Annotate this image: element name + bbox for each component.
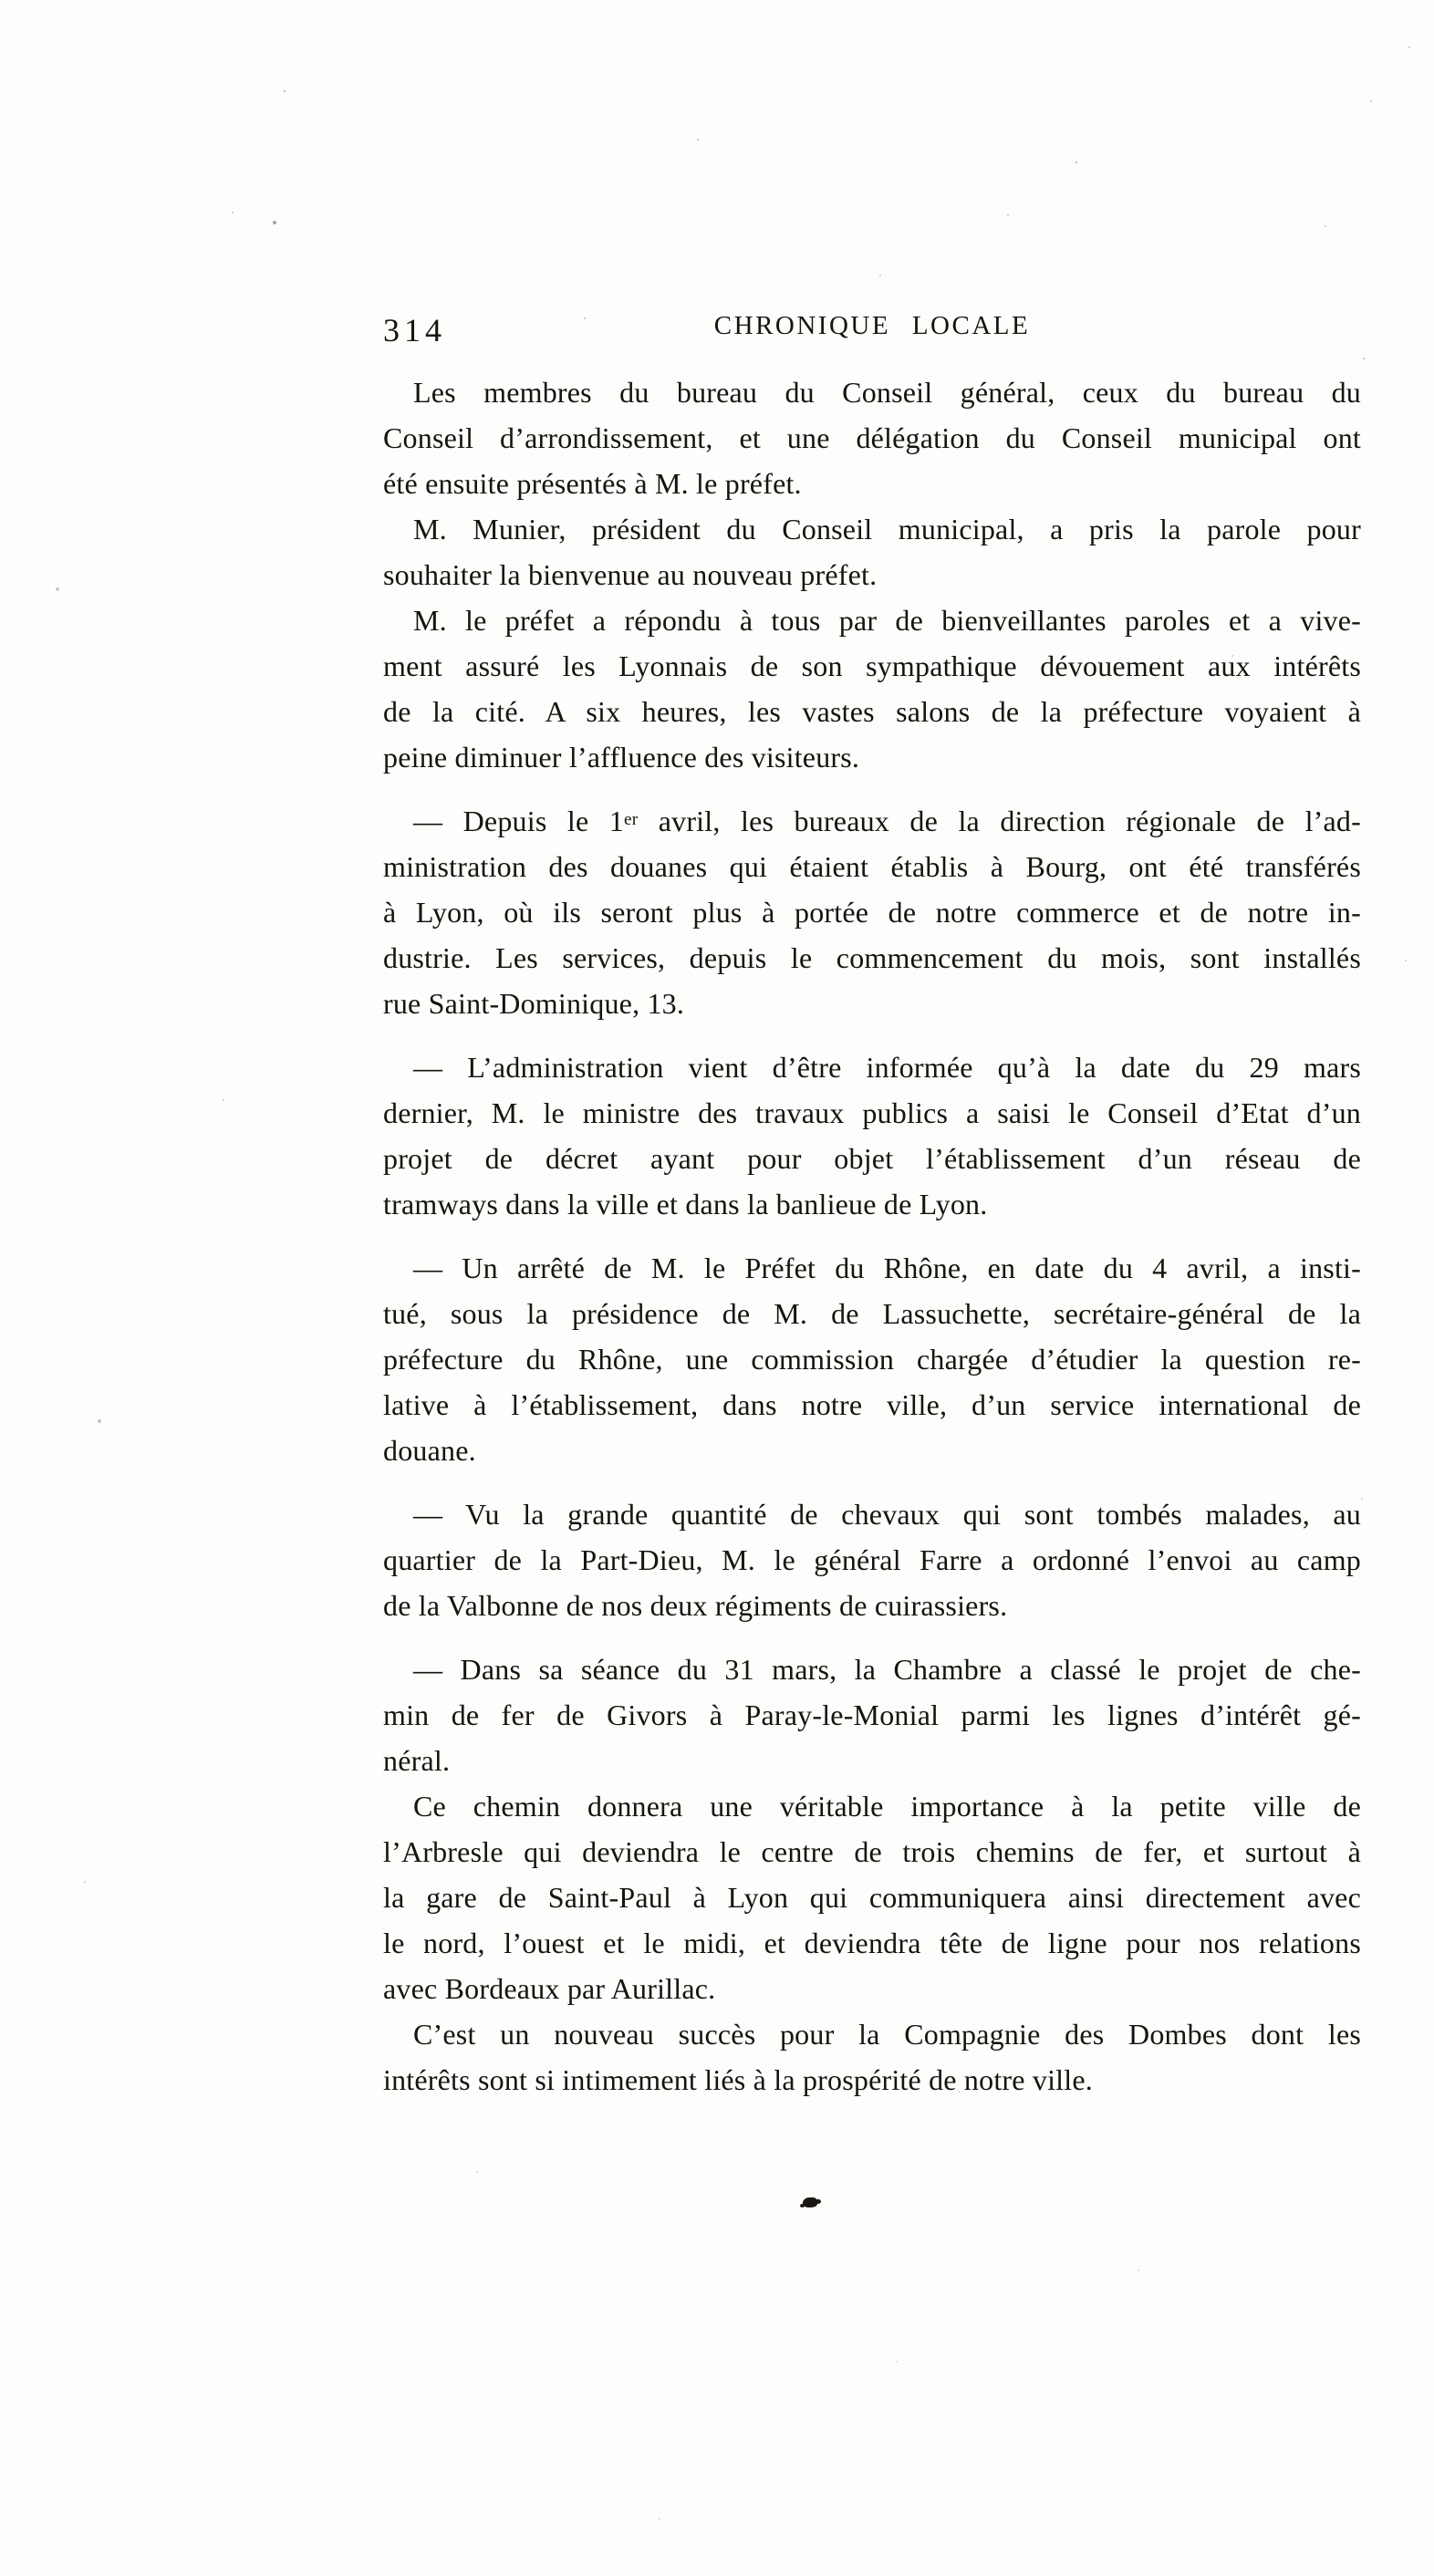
text-line: Conseil d’arrondissement, et une délégation du Conseil municipal ont [383, 421, 1361, 454]
page-header [383, 310, 1361, 360]
superscript-text: er [624, 810, 639, 829]
text-line: Ce chemin donnera une véritable importance à la petite ville de [413, 1790, 1361, 1823]
paragraph [383, 1783, 1361, 2011]
text-line: — Vu la grande quantité de chevaux qui sont tombés malades, au [413, 1498, 1361, 1531]
text-line: été ensuite présentés à M. le préfet. [383, 467, 802, 500]
text-line: peine diminuer l’affluence des visiteurs. [383, 741, 860, 774]
text-line: néral. [383, 1744, 451, 1777]
text-line: dustrie. Les services, depuis le commencement du mois, sont installés [383, 941, 1361, 974]
text-line: quartier de la Part-Dieu, M. le général Farre a ordonné l’envoi au camp [383, 1543, 1361, 1576]
text-block [383, 369, 1361, 2103]
text-line: M. Munier, président du Conseil municipal, a pris la parole pour [413, 513, 1361, 545]
text-line: M. le préfet a répondu à tous par de bienveillantes paroles et a vive- [413, 604, 1361, 637]
text-line: — Dans sa séance du 31 mars, la Chambre a classé le projet de che- [413, 1653, 1361, 1686]
text-line: à Lyon, où ils seront plus à portée de notre commerce et de notre in- [383, 896, 1361, 929]
paragraph [383, 798, 1361, 1026]
text-line: ment assuré les Lyonnais de son sympathique dévouement aux intérêts [383, 649, 1361, 682]
paragraph [383, 369, 1361, 506]
text-line: tramways dans la ville et dans la banlieue de Lyon. [383, 1188, 988, 1220]
paragraph [383, 1491, 1361, 1628]
text-line [383, 798, 1361, 844]
paragraph [383, 1646, 1361, 1783]
paragraph [383, 506, 1361, 597]
text-line: — L’administration vient d’être informée qu’à la date du 29 mars [413, 1051, 1361, 1084]
text-run: avril, les bureaux de la direction régionale de l’ad- [638, 805, 1361, 837]
text-line: intérêts sont si intimement liés à la prospérité de notre ville. [383, 2063, 1093, 2096]
paragraph [383, 2011, 1361, 2103]
text-run: — Depuis le 1 [413, 805, 624, 837]
text-line: douane. [383, 1434, 476, 1467]
text-line: C’est un nouveau succès pour la Compagnie des Dombes dont les [413, 2018, 1361, 2051]
text-line: dernier, M. le ministre des travaux publics a saisi le Conseil d’Etat d’un [383, 1096, 1361, 1129]
text-line: rue Saint-Dominique, 13. [383, 987, 685, 1020]
text-line: min de fer de Givors à Paray-le-Monial parmi les lignes d’intérêt gé- [383, 1698, 1361, 1731]
fleuron-ornament [803, 2197, 817, 2207]
text-line: préfecture du Rhône, une commission chargée d’étudier la question re- [383, 1343, 1361, 1376]
text-column [383, 310, 1361, 2103]
text-line: ministration des douanes qui étaient établis à Bourg, ont été transférés [383, 850, 1361, 883]
text-line: — Un arrêté de M. le Préfet du Rhône, en date du 4 avril, a insti- [413, 1252, 1361, 1284]
text-line: de la Valbonne de nos deux régiments de cuirassiers. [383, 1589, 1008, 1622]
paragraph [383, 1245, 1361, 1473]
text-line: lative à l’établissement, dans notre ville, d’un service international de [383, 1388, 1361, 1421]
text-line: tué, sous la présidence de M. de Lassuchette, secrétaire-général de la [383, 1297, 1361, 1330]
text-line: projet de décret ayant pour objet l’établissement d’un réseau de [383, 1142, 1361, 1175]
page-number: 314 [383, 312, 446, 348]
text-line: souhaiter la bienvenue au nouveau préfet. [383, 558, 878, 591]
paragraph [383, 597, 1361, 780]
paragraph [383, 1044, 1361, 1227]
text-line: avec Bordeaux par Aurillac. [383, 1972, 716, 2005]
running-title: CHRONIQUE LOCALE [713, 311, 1031, 340]
text-line: Les membres du bureau du Conseil général, ceux du bureau du [413, 376, 1361, 409]
text-line: de la cité. A six heures, les vastes salons de la préfecture voyaient à [383, 695, 1361, 728]
scan-noise-specks [0, 0, 2, 2]
text-line: la gare de Saint-Paul à Lyon qui communiquera ainsi directement avec [383, 1881, 1361, 1914]
text-line: l’Arbresle qui deviendra le centre de trois chemins de fer, et surtout à [383, 1835, 1361, 1868]
text-line: le nord, l’ouest et le midi, et deviendra tête de ligne pour nos relations [383, 1927, 1361, 1959]
